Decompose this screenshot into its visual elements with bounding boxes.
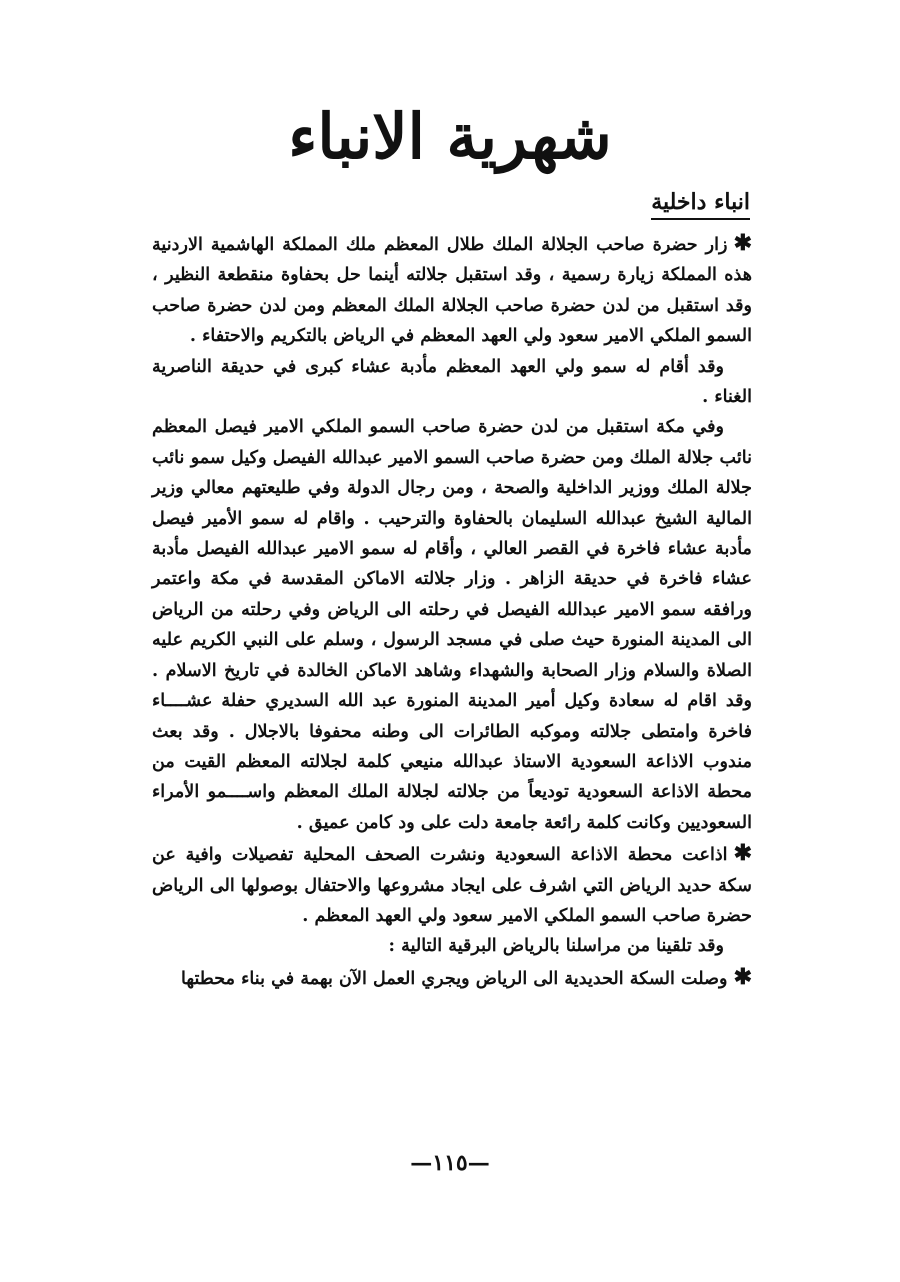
paragraph-4 bbox=[152, 838, 752, 931]
paragraph-3 bbox=[152, 412, 752, 838]
paragraph-text: اذاعت محطة الاذاعة السعودية ونشرت الصحف المحلية تفصيلات وافية عن سكة حديد الرياض التي اشرف على ايجاد مشروعها والاحتفال بوصولها الى الرياض حضرة صاحب السمو الملكي الامير سعود ولي العهد المعظم . bbox=[152, 844, 752, 926]
paragraph-text: وصلت السكة الحديدية الى الرياض ويجري العمل الآن بهمة في بناء محطتها bbox=[181, 967, 728, 989]
paragraph-text: زار حضرة صاحب الجلالة الملك طلال المعظم ملك المملكة الهاشمية الاردنية هذه المملكة زيارة رسمية ، وقد استقبل جلالته أينما حل بحفاوة منقطعة النظير ، وقد استقبل من لدن حضرة صاحب الجلالة الملك المعظم ومن لدن حضرة صاحب السمو الملكي الامير سعود ولي العهد المعظم في الرياض بالتكريم والاحتفاء . bbox=[152, 234, 752, 347]
asterisk-icon: ✱ bbox=[733, 230, 752, 256]
article-body bbox=[152, 228, 752, 994]
paragraph-5 bbox=[152, 931, 752, 961]
paragraph-6 bbox=[152, 962, 752, 994]
paragraph-text: وقد أقام له سمو ولي العهد المعظم مأدبة عشاء كبرى في حديقة الناصرية الغناء . bbox=[152, 355, 752, 408]
paragraph-text: وقد تلقينا من مراسلنا بالرياض البرقية التالية : bbox=[388, 935, 724, 957]
page-number: —١١٥— bbox=[410, 1150, 490, 1176]
paragraph-2 bbox=[152, 352, 752, 413]
page-title: شهرية الانباء bbox=[288, 100, 612, 173]
paragraph-1 bbox=[152, 228, 752, 352]
section-heading: انباء داخلية bbox=[651, 188, 750, 220]
asterisk-icon: ✱ bbox=[733, 963, 752, 990]
paragraph-text: وفي مكة استقبل من لدن حضرة صاحب السمو الملكي الامير فيصل المعظم نائب جلالة الملك ومن حضرة صاحب السمو الامير عبدالله الفيصل وكيل سمو نائب جلالة الملك ووزير الداخلية والصحة ، ومن رجال الدولة وفي طليعتهم معالي وزير المالية الشيخ عبدالله السليمان بالحفاوة والترحيب . واقام له سمو الأمير فيصل مأدبة عشاء فاخرة في القصر العالي ، وأقام له سمو الامير عبدالله الفيصل مأدبة عشاء فاخرة في حديقة الزاهر . وزار جلالته الاماكن المقدسة في مكة واعتمر ورافقه سمو الامير عبدالله الفيصل في رحلته الى الرياض وفي رحلته من الرياض الى المدينة المنورة حيث صلى في مسجد الرسول ، وسلم على النبي الكريم عليه الصلاة والسلام وزار الصحابة والشهداء وشاهد الاماكن الخالدة في تاريخ الاسلام . وقد اقام له سعادة وكيل أمير المدينة المنورة عبد الله السديري حفلة عشــــاء فاخرة وامتطى جلالته وموكبه الطائرات الى وطنه محفوفا بالاجلال . وقد بعث مندوب الاذاعة السعودية الاستاذ عبدالله منيعي كلمة لجلالته المعظم القيت من محطة الاذاعة السعودية توديعاً من جلالته لجلالة الملك المعظم واســــمو الأمراء السعوديين وكانت كلمة رائعة جامعة دلت على ود كامن عميق . bbox=[152, 416, 752, 833]
asterisk-icon: ✱ bbox=[733, 840, 752, 867]
